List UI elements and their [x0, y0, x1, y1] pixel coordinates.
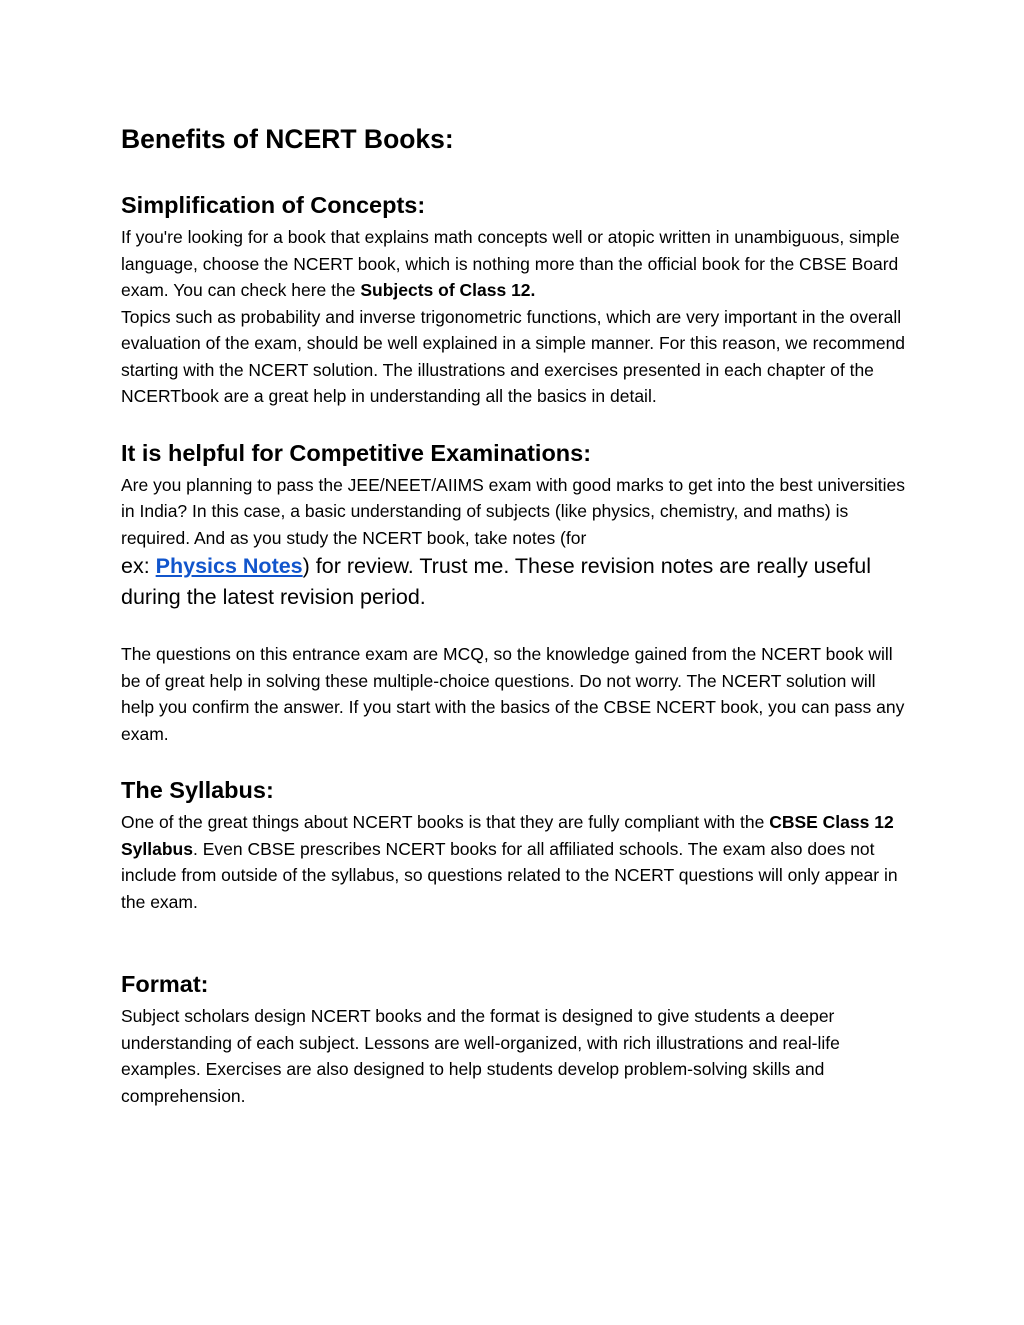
physics-notes-link[interactable]: Physics Notes: [155, 554, 303, 578]
competitive-p1-text: Are you planning to pass the JEE/NEET/AIIMS exam with good marks to get into the best universities in India? In this case, a basic understanding of subjects (like physics, chemistry, and maths) is required. And as you study the NCERT book, take notes (for: [121, 474, 905, 548]
paragraph-simplification-1: [121, 224, 911, 304]
competitive-p1-big-post: ) for review. Trust me. These revision notes are really useful during the latest revision period.: [121, 554, 872, 609]
simplification-p1-text: If you're looking for a book that explains math concepts well or atopic written in unambiguous, simple language, choose the NCERT book, which is nothing more than the official book for the CBSE Board exam. You can check here the: [121, 227, 900, 300]
syllabus-p1-pre: One of the great things about NCERT books is that they are fully compliant with the: [121, 812, 770, 832]
page-title: Benefits of NCERT Books:: [121, 124, 454, 154]
paragraph-syllabus: [121, 809, 911, 915]
heading-simplification: Simplification of Concepts:: [121, 192, 426, 218]
paragraph-simplification-2: Topics such as probability and inverse trigonometric functions, which are very important in the overall evaluation of the exam, should be well explained in a simple manner. For this reason, we recommend starting with the NCERT solution. The illustrations and exercises presented in each chapter of the NCERTbook are a great help in understanding all the basics in detail.: [121, 306, 906, 406]
competitive-p1-big-pre: ex:: [121, 554, 156, 578]
heading-format: Format:: [121, 971, 209, 997]
subjects-class-12-bold: Subjects of Class 12.: [360, 280, 536, 300]
paragraph-competitive-1: [121, 472, 911, 614]
heading-syllabus: The Syllabus:: [121, 777, 274, 803]
document-body: [121, 121, 911, 1109]
paragraph-competitive-2: The questions on this entrance exam are MCQ, so the knowledge gained from the NCERT book will be of great help in solving these multiple-choice questions. Do not worry. The NCERT solution will help you confirm the answer. If you start with the basics of the CBSE NCERT book, you can pass any exam.: [121, 644, 905, 744]
paragraph-format: Subject scholars design NCERT books and the format is designed to give students a deeper understanding of each subject. Lessons are well-organized, with rich illustrations and real-life examples. Exercises are also designed to help students develop problem-solving skills and comprehension.: [121, 1006, 840, 1106]
cbse-syllabus-bold: CBSE Class 12 Syllabus: [121, 812, 894, 859]
heading-competitive: It is helpful for Competitive Examinations:: [121, 439, 592, 466]
syllabus-p1-post: . Even CBSE prescribes NCERT books for all affiliated schools. The exam also does not include from outside of the syllabus, so questions related to the NCERT questions will only appear in the exam.: [121, 838, 898, 912]
